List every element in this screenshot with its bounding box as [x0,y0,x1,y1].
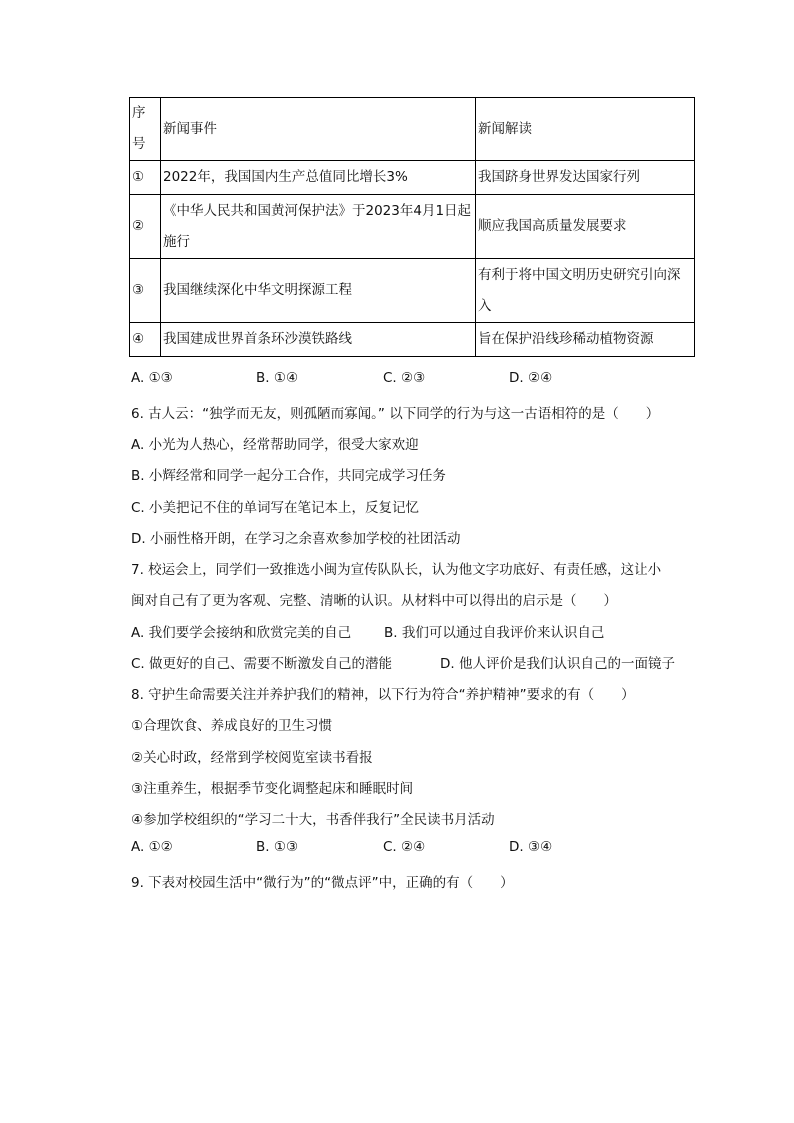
table-cell-interpretation: 有利于将中国文明历史研究引向深入 [476,259,695,323]
table-header-cell: 新闻事件 [161,98,476,161]
q5-option-d: D. ②④ [509,370,553,386]
table-row [130,161,695,195]
q7-stem-line2: 闽对自己有了更为客观、完整、清晰的认识。从材料中可以得出的启示是（ ） [131,593,617,609]
q6-option-a: A. 小光为人热心，经常帮助同学，很受大家欢迎 [131,437,419,453]
q6-option-c: C. 小美把记不住的单词写在笔记本上，反复记忆 [131,500,420,516]
table-cell-interpretation: 顺应我国高质量发展要求 [476,195,695,259]
table-header-cell: 序号 [130,98,161,161]
table-cell-interpretation: 旨在保护沿线珍稀动植物资源 [476,323,695,357]
table-cell-event: 我国继续深化中华文明探源工程 [161,259,476,323]
q8-item-2: ②关心时政，经常到学校阅览室读书看报 [131,750,373,766]
q7-stem-line1: 7. 校运会上，同学们一致推选小闽为宣传队队长，认为他文字功底好、有责任感，这让小 [131,562,662,578]
q8-option-b: B. ①③ [256,839,299,855]
table-row [130,259,695,323]
q5-option-b: B. ①④ [256,370,299,386]
table-cell-num: ④ [130,323,161,357]
table-cell-event: 《中华人民共和国黄河保护法》于2023年4月1日起施行 [161,195,476,259]
q9-stem: 9. 下表对校园生活中“微行为”的“微点评”中，正确的有（ ） [131,875,514,891]
q7-option-d: D. 他人评价是我们认识自己的一面镜子 [440,656,675,672]
table-header-cell: 新闻解读 [476,98,695,161]
table-row [130,323,695,357]
table-header-row [130,98,695,161]
news-table [129,97,695,357]
q7-option-a: A. 我们要学会接纳和欣赏完美的自己 [131,625,352,641]
table-row [130,195,695,259]
q8-item-4: ④参加学校组织的“学习二十大，书香伴我行”全民读书月活动 [131,812,495,828]
q8-item-1: ①合理饮食、养成良好的卫生习惯 [131,718,333,734]
q6-option-d: D. 小丽性格开朗，在学习之余喜欢参加学校的社团活动 [131,531,461,547]
table-cell-num: ① [130,161,161,195]
q8-stem: 8. 守护生命需要关注并养护我们的精神，以下行为符合“养护精神”要求的有（ ） [131,687,635,703]
q6-stem: 6. 古人云：“独学而无友，则孤陋而寡闻。” 以下同学的行为与这一古语相符的是（ ） [131,406,660,422]
q6-option-b: B. 小辉经常和同学一起分工合作，共同完成学习任务 [131,468,446,484]
q7-option-b: B. 我们可以通过自我评价来认识自己 [384,625,605,641]
table-cell-num: ② [130,195,161,259]
table-cell-num: ③ [130,259,161,323]
q8-option-a: A. ①② [131,839,173,855]
q8-option-d: D. ③④ [509,839,553,855]
q8-option-c: C. ②④ [383,839,426,855]
q5-option-c: C. ②③ [383,370,426,386]
table-cell-event: 我国建成世界首条环沙漠铁路线 [161,323,476,357]
q5-option-a: A. ①③ [131,370,173,386]
q8-item-3: ③注重养生，根据季节变化调整起床和睡眠时间 [131,781,414,797]
table-cell-event: 2022年，我国国内生产总值同比增长3% [161,161,476,195]
q7-option-c: C. 做更好的自己、需要不断激发自己的潜能 [131,656,393,672]
table-cell-interpretation: 我国跻身世界发达国家行列 [476,161,695,195]
